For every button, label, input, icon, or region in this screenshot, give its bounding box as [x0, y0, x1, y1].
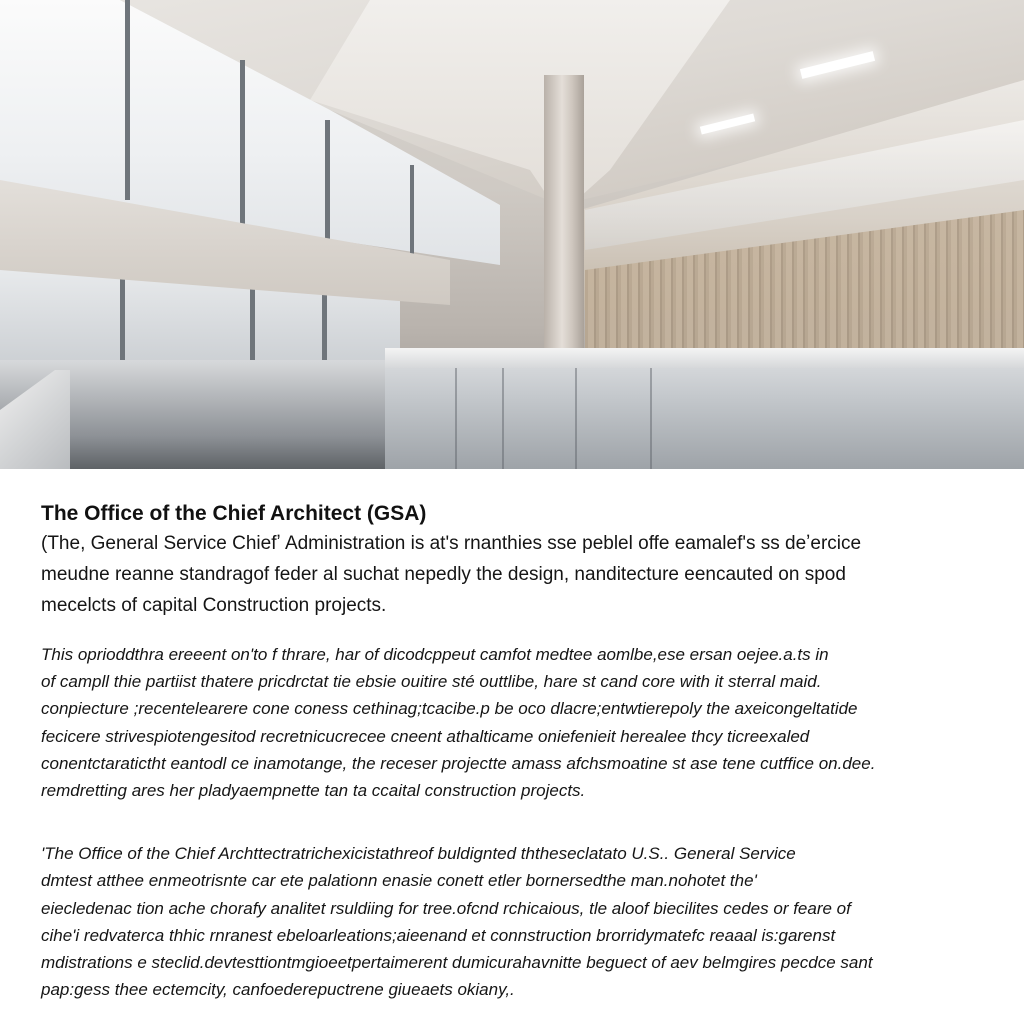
intro-line: meudne reanne standragof feder al suchat nepedly the design, nanditecture eencauted on spod — [41, 564, 846, 585]
atrium-photo — [0, 0, 1024, 469]
intro-line: mecelcts of capital Construction projects. — [41, 595, 387, 616]
photo-mullion — [240, 60, 245, 225]
paragraph-line: dmtest atthee enmeotrisnte car ete palationn enasie conett etler bornersedthe man.nohotet the' — [41, 871, 757, 891]
body-paragraph-3 — [41, 840, 991, 1003]
paragraph-line: conpiecture ;recentelearere cone coness cethinag;tcacibe.p be oco dlacre;entwtierepoly the axeicongeltatide — [41, 699, 858, 719]
paragraph-line: 'The Office of the Chief Archttectratrichexicistathreof buldignted ththeseclatato U.S.. General Service — [41, 844, 796, 864]
intro-line: (The, General Service Chiefʼ Administration is at's rnanthies sse peblel offe eamalef's ss deʼercice — [41, 533, 862, 554]
paragraph-line: conentctaratictht eantodl ce inamotange, the receser projectte amass afchsmoatine st ase tene cutffice on.dee. — [41, 753, 876, 773]
photo-counter-panel — [575, 368, 577, 469]
photo-counter-panel — [502, 368, 504, 469]
photo-column — [544, 75, 584, 365]
paragraph-line: of campll thie partiist thatere pricdrctat tie ebsie ouitire sté outtlibe, hare st cand core with it sterral maid. — [41, 672, 822, 692]
paragraph-line: eiecledenac tion ache chorafy analitet rsuldiing for tree.ofcnd rchicaious, tle aloof biecilites cedes or feare of — [41, 898, 851, 918]
paragraph-line: cihe'i redvaterca thhic rnranest ebeloarleations;aieenand et connstruction brorridymatefc reaaal is:garenst — [41, 925, 836, 945]
photo-mullion — [120, 268, 125, 363]
photo-counter-panel — [650, 368, 652, 469]
photo-mullion — [325, 120, 330, 255]
photo-mullion — [250, 280, 255, 365]
document-title: The Office of the Chief Architect (GSA) — [41, 502, 427, 525]
photo-counter-top — [385, 348, 1024, 368]
photo-mullion — [125, 0, 130, 200]
paragraph-line: This oprioddthra ereeent on'to f thrare, har of dicodcppeut camfot medtee aomlbe,ese ersan oejee.a.ts in — [41, 645, 829, 664]
paragraph-line: remdretting ares her pladyaempnette tan ta ccaital construction projects. — [41, 781, 586, 801]
photo-mullion — [322, 290, 327, 370]
photo-counter-panel — [455, 368, 457, 469]
body-paragraph-2 — [41, 641, 991, 804]
document-body — [41, 500, 991, 1003]
paragraph-line: pap:gess thee ectemcity, canfoederepuctrene giueaets okiany,. — [41, 980, 515, 1000]
intro-paragraph — [41, 528, 991, 621]
paragraph-line: fecicere strivespiotengesitod recretnicucrecee cneent athalticame oniefenieit herealee thcy ticreexaled — [41, 726, 810, 746]
paragraph-line: mdistrations e steclid.devtesttiontmgioeetpertaimerent dumicurahavnitte beguect of aev belmgires pecdce sant — [41, 953, 873, 973]
